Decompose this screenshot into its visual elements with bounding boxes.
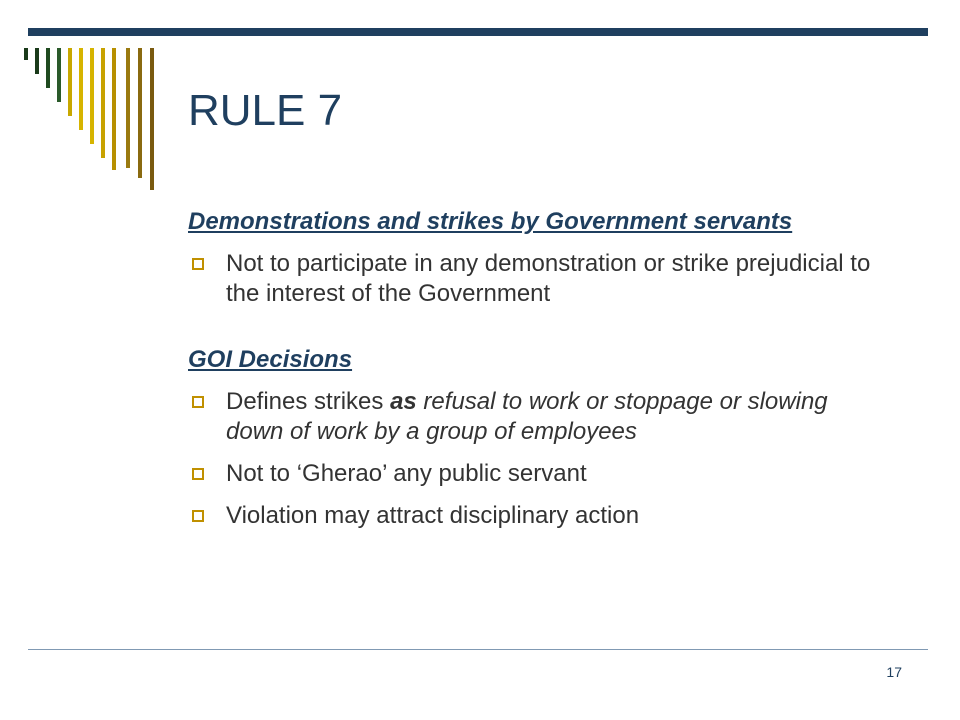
- square-bullet-icon: [192, 258, 204, 270]
- top-rule: [28, 28, 928, 36]
- stripe: [35, 48, 39, 74]
- stripe: [112, 48, 116, 170]
- bullet-item: [188, 459, 888, 489]
- bullet-item: [188, 249, 888, 309]
- stripe: [79, 48, 83, 130]
- stripe: [101, 48, 105, 158]
- bullet-text-plain: Defines strikes: [226, 388, 391, 415]
- square-bullet-icon: [192, 396, 204, 408]
- bullet-text: Not to ‘Gherao’ any public servant: [226, 460, 587, 487]
- square-bullet-icon: [192, 468, 204, 480]
- stripe: [57, 48, 61, 102]
- slide-title: RULE 7: [188, 86, 343, 135]
- section-heading: Demonstrations and strikes by Government servants: [188, 208, 793, 235]
- stripe: [68, 48, 72, 116]
- stripe: [24, 48, 28, 60]
- bullet-item: [188, 501, 888, 531]
- stripe: [126, 48, 130, 168]
- stripe: [46, 48, 50, 88]
- square-bullet-icon: [192, 510, 204, 522]
- bullet-text: Violation may attract disciplinary action: [226, 502, 640, 529]
- page-number: 17: [886, 664, 902, 680]
- footer-rule: [28, 649, 928, 650]
- slide-body: [188, 207, 888, 531]
- stripe: [150, 48, 154, 190]
- bullet-text: Not to participate in any demonstration or strike prejudicial to the interest of the Government: [226, 250, 871, 307]
- bullet-text-emphasis: as: [390, 388, 417, 415]
- bullet-item: [188, 387, 888, 447]
- stripe: [90, 48, 94, 144]
- stripe: [138, 48, 142, 178]
- section-heading: GOI Decisions: [188, 346, 353, 373]
- bullet-text-italic: refusal to work or stoppage or slowing down of work by a group of employees: [226, 388, 828, 445]
